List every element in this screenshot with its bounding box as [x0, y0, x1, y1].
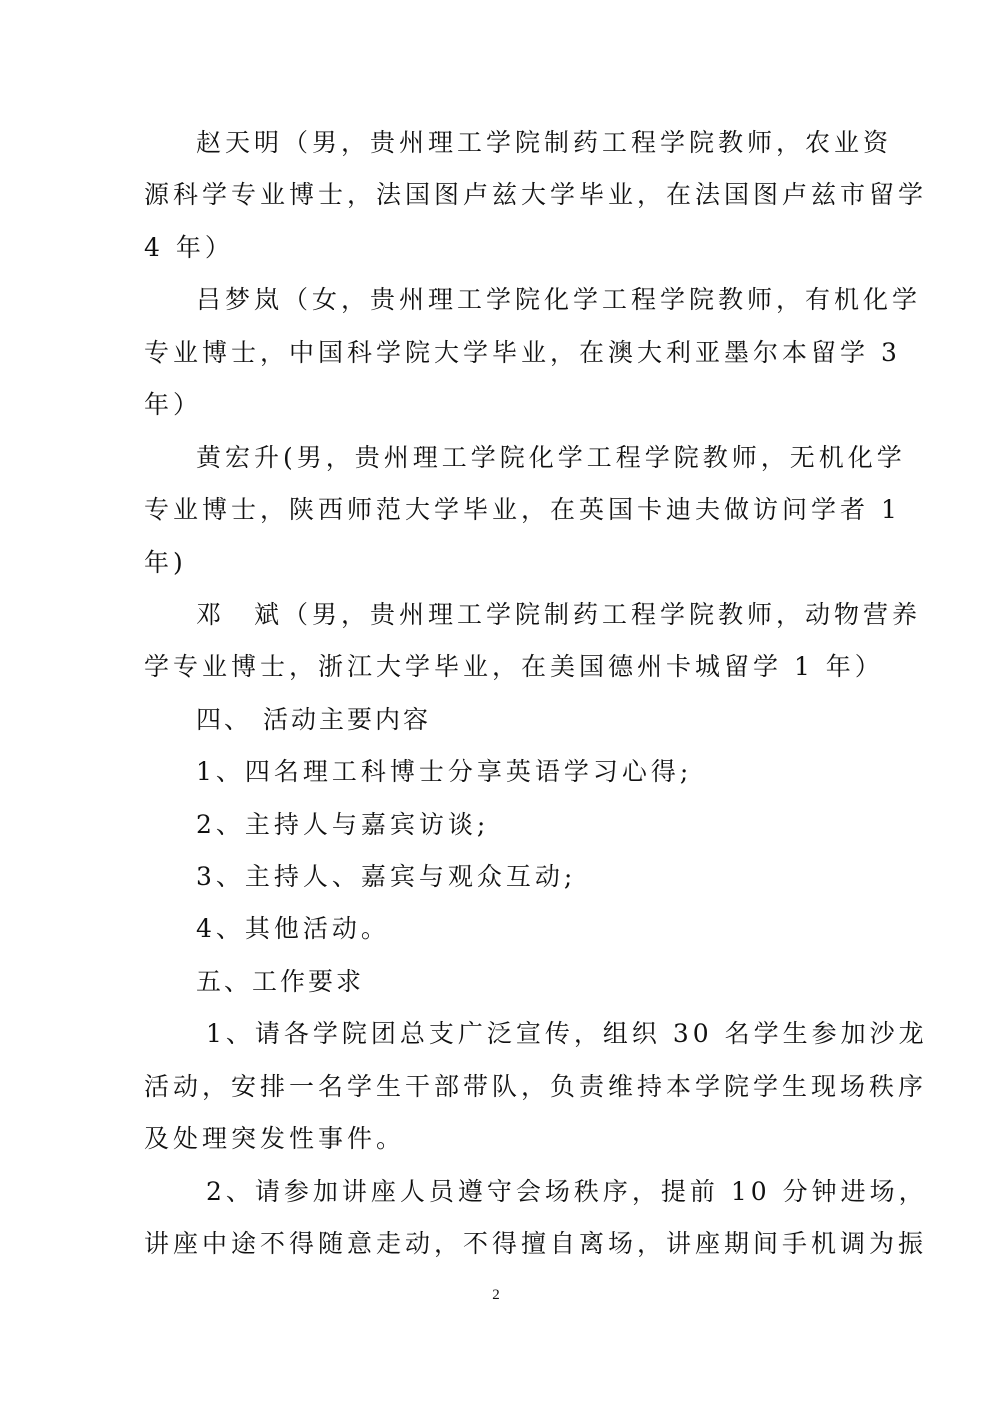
- bio-zhao-line-2: 源科学专业博士，法国图卢兹大学毕业，在法国图卢兹市留学: [144, 180, 928, 209]
- bio-deng-line-2: 学专业博士，浙江大学毕业，在美国德州卡城留学 1 年）: [144, 652, 884, 681]
- section-5-heading: 五、工作要求: [196, 967, 365, 996]
- requirement-2-line-1: 2、请参加讲座人员遵守会场秩序，提前 10 分钟进场，: [206, 1177, 928, 1206]
- section-4-item-4: 4、其他活动。: [196, 914, 390, 943]
- bio-deng-line-1: 邓 斌（男，贵州理工学院制药工程学院教师，动物营养: [196, 600, 922, 629]
- bio-huang-line-3: 年): [144, 548, 187, 577]
- bio-zhao-line-3: 4 年）: [144, 233, 234, 262]
- bio-huang-line-2: 专业博士，陕西师范大学毕业，在英国卡迪夫做访问学者 1: [144, 495, 901, 524]
- section-4-item-1: 1、四名理工科博士分享英语学习心得;: [196, 757, 693, 786]
- section-4-item-3: 3、主持人、嘉宾与观众互动;: [196, 862, 577, 891]
- requirement-1-line-3: 及处理突发性事件。: [144, 1124, 406, 1153]
- requirement-1-line-1: 1、请各学院团总支广泛宣传，组织 30 名学生参加沙龙: [206, 1019, 928, 1048]
- bio-lv-line-3: 年）: [144, 390, 203, 419]
- bio-huang-line-1: 黄宏升(男，贵州理工学院化学工程学院教师，无机化学: [196, 443, 906, 472]
- requirement-1-line-2: 活动，安排一名学生干部带队，负责维持本学院学生现场秩序: [144, 1072, 928, 1101]
- bio-lv-line-2: 专业博士，中国科学院大学毕业，在澳大利亚墨尔本留学 3: [144, 338, 901, 367]
- page-number: 2: [492, 1287, 500, 1303]
- section-4-item-2: 2、主持人与嘉宾访谈;: [196, 810, 490, 839]
- section-4-heading: 四、 活动主要内容: [196, 705, 431, 734]
- bio-zhao-line-1: 赵天明（男，贵州理工学院制药工程学院教师，农业资: [196, 128, 893, 157]
- bio-lv-line-1: 吕梦岚（女，贵州理工学院化学工程学院教师，有机化学: [196, 285, 922, 314]
- requirement-2-line-2: 讲座中途不得随意走动，不得擅自离场，讲座期间手机调为振: [144, 1229, 928, 1258]
